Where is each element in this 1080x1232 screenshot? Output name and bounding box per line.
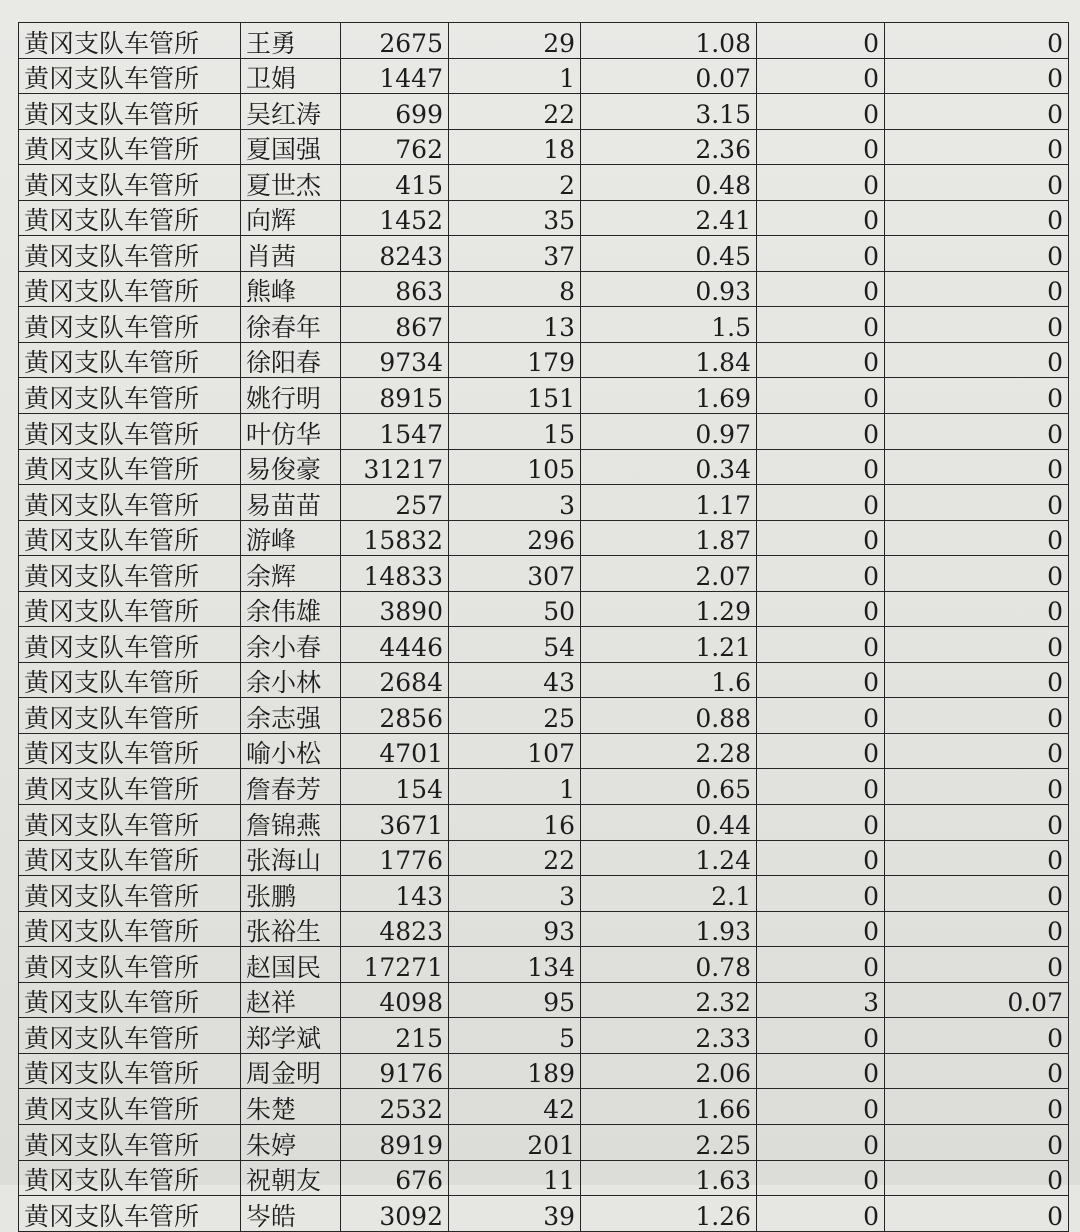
name-cell: 吴红涛 [241, 94, 341, 130]
table-row [19, 733, 1069, 769]
value-cell: 2.25 [581, 1124, 757, 1160]
unit-cell: 黄冈支队车管所 [19, 58, 241, 94]
table-row [19, 627, 1069, 663]
value-cell: 215 [341, 1018, 449, 1054]
value-cell: 3 [449, 485, 581, 521]
value-cell: 0 [757, 662, 885, 698]
value-cell: 15 [449, 414, 581, 450]
value-cell: 415 [341, 165, 449, 201]
name-cell: 祝朝友 [241, 1160, 341, 1196]
value-cell: 43 [449, 662, 581, 698]
table-row [19, 414, 1069, 450]
value-cell: 0.34 [581, 449, 757, 485]
table-row [19, 200, 1069, 236]
value-cell: 0 [757, 485, 885, 521]
value-cell: 0.07 [581, 58, 757, 94]
value-cell: 0 [757, 200, 885, 236]
value-cell: 54 [449, 627, 581, 663]
value-cell: 42 [449, 1089, 581, 1125]
value-cell: 1.24 [581, 840, 757, 876]
value-cell: 0 [757, 520, 885, 556]
value-cell: 2.36 [581, 129, 757, 165]
unit-cell: 黄冈支队车管所 [19, 733, 241, 769]
value-cell: 762 [341, 129, 449, 165]
unit-cell: 黄冈支队车管所 [19, 1018, 241, 1054]
value-cell: 1.66 [581, 1089, 757, 1125]
value-cell: 0 [757, 342, 885, 378]
value-cell: 4701 [341, 733, 449, 769]
value-cell: 0 [757, 1053, 885, 1089]
value-cell: 35 [449, 200, 581, 236]
value-cell: 0 [885, 58, 1069, 94]
unit-cell: 黄冈支队车管所 [19, 307, 241, 343]
table-row [19, 129, 1069, 165]
value-cell: 1.63 [581, 1160, 757, 1196]
value-cell: 151 [449, 378, 581, 414]
value-cell: 0 [885, 840, 1069, 876]
value-cell: 5 [449, 1018, 581, 1054]
unit-cell: 黄冈支队车管所 [19, 342, 241, 378]
value-cell: 1 [449, 769, 581, 805]
value-cell: 143 [341, 876, 449, 912]
value-cell: 0 [757, 911, 885, 947]
value-cell: 0 [885, 947, 1069, 983]
value-cell: 0 [757, 307, 885, 343]
value-cell: 1.29 [581, 591, 757, 627]
value-cell: 2.32 [581, 982, 757, 1018]
name-cell: 游峰 [241, 520, 341, 556]
value-cell: 1.26 [581, 1196, 757, 1232]
unit-cell: 黄冈支队车管所 [19, 591, 241, 627]
value-cell: 296 [449, 520, 581, 556]
unit-cell: 黄冈支队车管所 [19, 1089, 241, 1125]
value-cell: 0.44 [581, 805, 757, 841]
value-cell: 2.28 [581, 733, 757, 769]
value-cell: 9176 [341, 1053, 449, 1089]
table-row [19, 769, 1069, 805]
value-cell: 0.97 [581, 414, 757, 450]
name-cell: 余小林 [241, 662, 341, 698]
value-cell: 4823 [341, 911, 449, 947]
value-cell: 0.48 [581, 165, 757, 201]
value-cell: 0 [885, 23, 1069, 59]
table-row [19, 58, 1069, 94]
unit-cell: 黄冈支队车管所 [19, 378, 241, 414]
value-cell: 2.33 [581, 1018, 757, 1054]
value-cell: 0 [885, 662, 1069, 698]
value-cell: 1776 [341, 840, 449, 876]
value-cell: 1.6 [581, 662, 757, 698]
table-row [19, 556, 1069, 592]
unit-cell: 黄冈支队车管所 [19, 485, 241, 521]
value-cell: 0 [885, 805, 1069, 841]
value-cell: 0.65 [581, 769, 757, 805]
unit-cell: 黄冈支队车管所 [19, 1124, 241, 1160]
value-cell: 9734 [341, 342, 449, 378]
value-cell: 107 [449, 733, 581, 769]
value-cell: 201 [449, 1124, 581, 1160]
table-row [19, 94, 1069, 130]
value-cell: 0 [885, 876, 1069, 912]
unit-cell: 黄冈支队车管所 [19, 840, 241, 876]
value-cell: 0 [757, 627, 885, 663]
value-cell: 0 [757, 23, 885, 59]
value-cell: 8919 [341, 1124, 449, 1160]
value-cell: 16 [449, 805, 581, 841]
value-cell: 0 [885, 271, 1069, 307]
value-cell: 37 [449, 236, 581, 272]
value-cell: 154 [341, 769, 449, 805]
value-cell: 0 [757, 236, 885, 272]
unit-cell: 黄冈支队车管所 [19, 23, 241, 59]
value-cell: 0 [757, 1124, 885, 1160]
value-cell: 0 [757, 271, 885, 307]
name-cell: 夏世杰 [241, 165, 341, 201]
table-row [19, 307, 1069, 343]
unit-cell: 黄冈支队车管所 [19, 662, 241, 698]
name-cell: 张裕生 [241, 911, 341, 947]
name-cell: 姚行明 [241, 378, 341, 414]
value-cell: 0 [885, 698, 1069, 734]
value-cell: 179 [449, 342, 581, 378]
value-cell: 1 [449, 58, 581, 94]
value-cell: 0 [757, 769, 885, 805]
value-cell: 0 [885, 591, 1069, 627]
value-cell: 2.07 [581, 556, 757, 592]
value-cell: 1547 [341, 414, 449, 450]
value-cell: 0 [757, 733, 885, 769]
name-cell: 朱婷 [241, 1124, 341, 1160]
value-cell: 15832 [341, 520, 449, 556]
value-cell: 8243 [341, 236, 449, 272]
value-cell: 699 [341, 94, 449, 130]
table-row [19, 485, 1069, 521]
value-cell: 17271 [341, 947, 449, 983]
value-cell: 93 [449, 911, 581, 947]
value-cell: 0 [885, 1053, 1069, 1089]
table-row [19, 236, 1069, 272]
name-cell: 易俊豪 [241, 449, 341, 485]
value-cell: 3671 [341, 805, 449, 841]
value-cell: 0 [757, 698, 885, 734]
value-cell: 0.07 [885, 982, 1069, 1018]
table-row [19, 1089, 1069, 1125]
value-cell: 3890 [341, 591, 449, 627]
value-cell: 0 [885, 556, 1069, 592]
value-cell: 1.17 [581, 485, 757, 521]
value-cell: 0 [885, 520, 1069, 556]
table-row [19, 1160, 1069, 1196]
value-cell: 1447 [341, 58, 449, 94]
name-cell: 肖茜 [241, 236, 341, 272]
value-cell: 2856 [341, 698, 449, 734]
value-cell: 0 [757, 947, 885, 983]
value-cell: 2675 [341, 23, 449, 59]
value-cell: 2532 [341, 1089, 449, 1125]
value-cell: 0 [885, 485, 1069, 521]
value-cell: 0.93 [581, 271, 757, 307]
name-cell: 王勇 [241, 23, 341, 59]
value-cell: 95 [449, 982, 581, 1018]
value-cell: 3.15 [581, 94, 757, 130]
value-cell: 3 [449, 876, 581, 912]
unit-cell: 黄冈支队车管所 [19, 627, 241, 663]
unit-cell: 黄冈支队车管所 [19, 129, 241, 165]
name-cell: 夏国强 [241, 129, 341, 165]
table-row [19, 1053, 1069, 1089]
value-cell: 0 [885, 627, 1069, 663]
value-cell: 676 [341, 1160, 449, 1196]
value-cell: 2.1 [581, 876, 757, 912]
value-cell: 8 [449, 271, 581, 307]
table-row [19, 342, 1069, 378]
unit-cell: 黄冈支队车管所 [19, 165, 241, 201]
value-cell: 0 [885, 200, 1069, 236]
value-cell: 307 [449, 556, 581, 592]
table-row [19, 805, 1069, 841]
value-cell: 257 [341, 485, 449, 521]
value-cell: 50 [449, 591, 581, 627]
name-cell: 詹锦燕 [241, 805, 341, 841]
name-cell: 岑皓 [241, 1196, 341, 1232]
value-cell: 0 [757, 1018, 885, 1054]
table-row [19, 662, 1069, 698]
value-cell: 2.06 [581, 1053, 757, 1089]
value-cell: 1.5 [581, 307, 757, 343]
name-cell: 赵国民 [241, 947, 341, 983]
table-row [19, 1124, 1069, 1160]
value-cell: 189 [449, 1053, 581, 1089]
value-cell: 0.45 [581, 236, 757, 272]
name-cell: 詹春芳 [241, 769, 341, 805]
name-cell: 张海山 [241, 840, 341, 876]
value-cell: 0 [885, 94, 1069, 130]
table-row [19, 449, 1069, 485]
value-cell: 1.21 [581, 627, 757, 663]
value-cell: 0.88 [581, 698, 757, 734]
value-cell: 0 [885, 449, 1069, 485]
value-cell: 31217 [341, 449, 449, 485]
table-row [19, 947, 1069, 983]
unit-cell: 黄冈支队车管所 [19, 1160, 241, 1196]
value-cell: 0 [885, 733, 1069, 769]
name-cell: 熊峰 [241, 271, 341, 307]
name-cell: 卫娟 [241, 58, 341, 94]
value-cell: 0 [885, 1160, 1069, 1196]
unit-cell: 黄冈支队车管所 [19, 520, 241, 556]
value-cell: 0 [885, 236, 1069, 272]
value-cell: 867 [341, 307, 449, 343]
unit-cell: 黄冈支队车管所 [19, 769, 241, 805]
name-cell: 喻小松 [241, 733, 341, 769]
value-cell: 0 [757, 449, 885, 485]
value-cell: 0 [757, 1160, 885, 1196]
value-cell: 0 [885, 378, 1069, 414]
unit-cell: 黄冈支队车管所 [19, 698, 241, 734]
value-cell: 14833 [341, 556, 449, 592]
name-cell: 郑学斌 [241, 1018, 341, 1054]
table-row [19, 165, 1069, 201]
value-cell: 0 [757, 58, 885, 94]
value-cell: 0 [757, 876, 885, 912]
name-cell: 徐春年 [241, 307, 341, 343]
name-cell: 徐阳春 [241, 342, 341, 378]
value-cell: 1.69 [581, 378, 757, 414]
value-cell: 3 [757, 982, 885, 1018]
table-row [19, 698, 1069, 734]
value-cell: 0 [885, 307, 1069, 343]
name-cell: 余志强 [241, 698, 341, 734]
table-row [19, 982, 1069, 1018]
unit-cell: 黄冈支队车管所 [19, 271, 241, 307]
table-row [19, 876, 1069, 912]
value-cell: 4446 [341, 627, 449, 663]
value-cell: 11 [449, 1160, 581, 1196]
value-cell: 0 [757, 556, 885, 592]
value-cell: 863 [341, 271, 449, 307]
name-cell: 赵祥 [241, 982, 341, 1018]
value-cell: 18 [449, 129, 581, 165]
value-cell: 25 [449, 698, 581, 734]
value-cell: 0 [885, 129, 1069, 165]
value-cell: 0 [885, 1196, 1069, 1232]
value-cell: 1.87 [581, 520, 757, 556]
value-cell: 0.78 [581, 947, 757, 983]
value-cell: 22 [449, 94, 581, 130]
table-row [19, 1196, 1069, 1232]
value-cell: 0 [757, 591, 885, 627]
value-cell: 0 [885, 342, 1069, 378]
value-cell: 0 [885, 165, 1069, 201]
unit-cell: 黄冈支队车管所 [19, 1053, 241, 1089]
name-cell: 余小春 [241, 627, 341, 663]
unit-cell: 黄冈支队车管所 [19, 94, 241, 130]
value-cell: 0 [885, 911, 1069, 947]
value-cell: 2684 [341, 662, 449, 698]
value-cell: 39 [449, 1196, 581, 1232]
unit-cell: 黄冈支队车管所 [19, 556, 241, 592]
name-cell: 向辉 [241, 200, 341, 236]
name-cell: 周金明 [241, 1053, 341, 1089]
value-cell: 0 [885, 1089, 1069, 1125]
value-cell: 2.41 [581, 200, 757, 236]
table-row [19, 520, 1069, 556]
unit-cell: 黄冈支队车管所 [19, 947, 241, 983]
value-cell: 1.84 [581, 342, 757, 378]
value-cell: 0 [757, 378, 885, 414]
value-cell: 1.93 [581, 911, 757, 947]
value-cell: 0 [757, 129, 885, 165]
unit-cell: 黄冈支队车管所 [19, 449, 241, 485]
value-cell: 2 [449, 165, 581, 201]
name-cell: 易苗苗 [241, 485, 341, 521]
value-cell: 1.08 [581, 23, 757, 59]
value-cell: 29 [449, 23, 581, 59]
value-cell: 134 [449, 947, 581, 983]
table-row [19, 840, 1069, 876]
value-cell: 8915 [341, 378, 449, 414]
unit-cell: 黄冈支队车管所 [19, 911, 241, 947]
table-row [19, 23, 1069, 59]
unit-cell: 黄冈支队车管所 [19, 982, 241, 1018]
name-cell: 朱楚 [241, 1089, 341, 1125]
value-cell: 0 [757, 414, 885, 450]
value-cell: 13 [449, 307, 581, 343]
value-cell: 1452 [341, 200, 449, 236]
table-row [19, 1018, 1069, 1054]
table-body [19, 23, 1069, 1232]
unit-cell: 黄冈支队车管所 [19, 876, 241, 912]
unit-cell: 黄冈支队车管所 [19, 414, 241, 450]
value-cell: 0 [757, 165, 885, 201]
data-table [18, 22, 1069, 1232]
name-cell: 余辉 [241, 556, 341, 592]
name-cell: 余伟雄 [241, 591, 341, 627]
table-row [19, 378, 1069, 414]
unit-cell: 黄冈支队车管所 [19, 1196, 241, 1232]
value-cell: 0 [757, 805, 885, 841]
value-cell: 0 [885, 1124, 1069, 1160]
unit-cell: 黄冈支队车管所 [19, 200, 241, 236]
value-cell: 3092 [341, 1196, 449, 1232]
value-cell: 0 [757, 1089, 885, 1125]
value-cell: 0 [885, 414, 1069, 450]
unit-cell: 黄冈支队车管所 [19, 236, 241, 272]
value-cell: 105 [449, 449, 581, 485]
value-cell: 0 [757, 840, 885, 876]
table-row [19, 911, 1069, 947]
value-cell: 0 [757, 94, 885, 130]
table-row [19, 591, 1069, 627]
value-cell: 0 [757, 1196, 885, 1232]
name-cell: 叶仿华 [241, 414, 341, 450]
value-cell: 0 [885, 1018, 1069, 1054]
table-row [19, 271, 1069, 307]
value-cell: 22 [449, 840, 581, 876]
unit-cell: 黄冈支队车管所 [19, 805, 241, 841]
name-cell: 张鹏 [241, 876, 341, 912]
value-cell: 0 [885, 769, 1069, 805]
value-cell: 4098 [341, 982, 449, 1018]
